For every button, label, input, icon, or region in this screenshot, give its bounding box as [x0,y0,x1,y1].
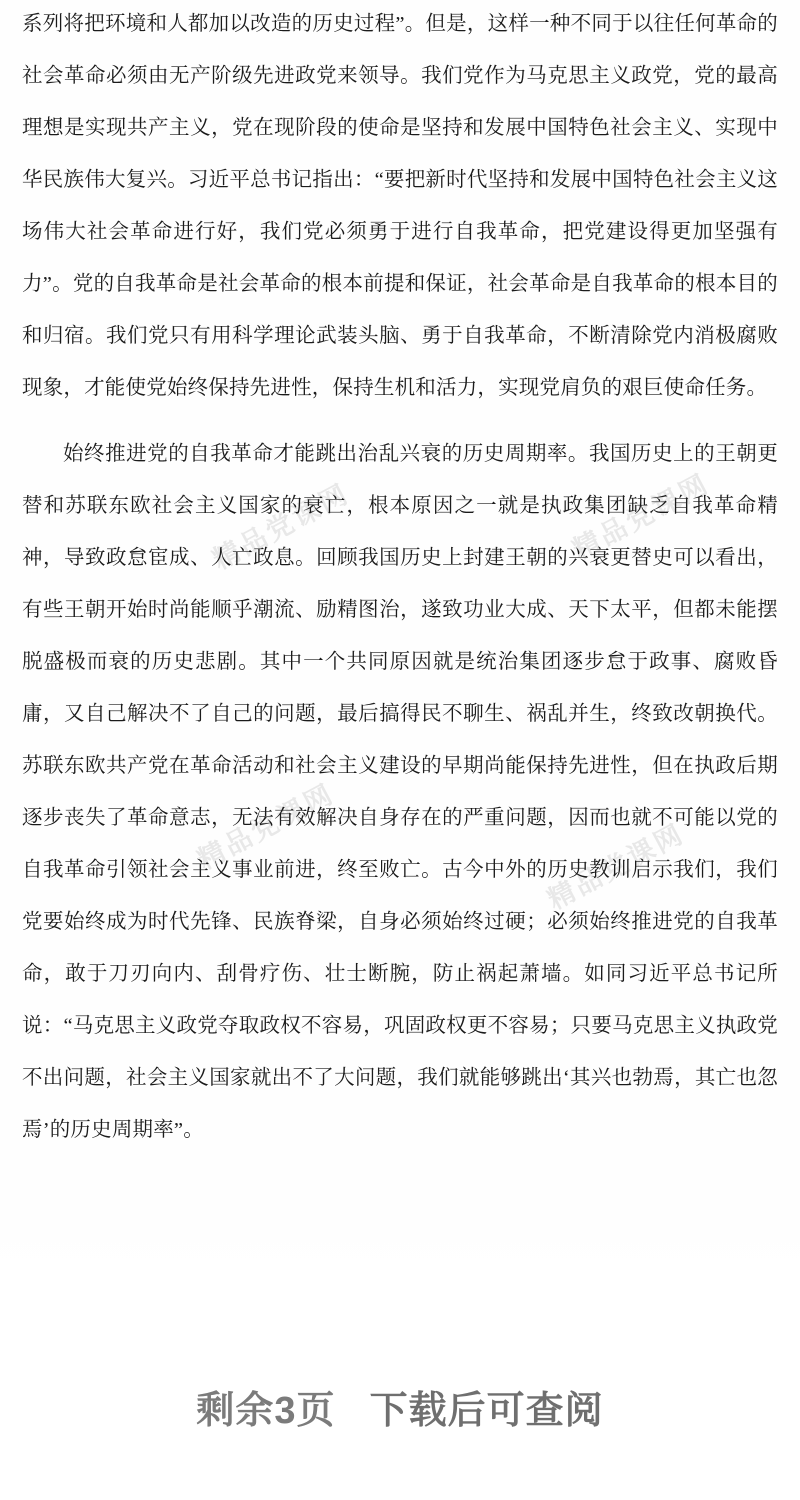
paragraph: 系列将把环境和人都加以改造的历史过程”。但是，这样一种不同于以往任何革命的社会革命必须由无产阶级先进政党来领导。我们党作为马克思主义政党，党的最高理想是实现共产主义，党在现阶段的使命是坚持和发展中国特色社会主义、实现中华民族伟大复兴。习近平总书记指出：“要把新时代坚持和发展中国特色社会主义这场伟大社会革命进行好，我们党必须勇于进行自我革命，把党建设得更加坚强有力”。党的自我革命是社会革命的根本前提和保证，社会革命是自我革命的根本目的和归宿。我们党只有用科学理论武装头脑、勇于自我革命，不断清除党内消极腐败现象，才能使党始终保持先进性，保持生机和活力，实现党肩负的艰巨使命任务。 [22,13,778,399]
download-to-view-button[interactable]: 下载后可查阅 [369,1390,604,1432]
content-fade-overlay [0,1205,800,1285]
watermark-text: 精品党课网 [567,468,715,566]
watermark-text: 精品党课网 [207,478,355,576]
paragraph: 始终推进党的自我革命才能跳出治乱兴衰的历史周期率。我国历史上的王朝更替和苏联东欧社会主义国家的衰亡，根本原因之一就是执政集团缺乏自我革命精神，导致政怠宦成、人亡政息。回顾我国历史上封建王朝的兴衰更替史可以看出，有些王朝开始时尚能顺乎潮流、励精图治，遂致功业大成、天下太平，但都未能摆脱盛极而衰的历史悲剧。其中一个共同原因就是统治集团逐步怠于政事、腐败昏庸，又自己解决不了自己的问题，最后搞得民不聊生、祸乱并生，终致改朝换代。苏联东欧共产党在革命活动和社会主义建设的早期尚能保持先进性，但在执政后期逐步丧失了革命意志，无法有效解决自身存在的严重问题，因而也就不可能以党的自我革命引领社会主义事业前进，终至败亡。古今中外的历史教训启示我们，我们党要始终成为时代先锋、民族脊梁，自身必须始终过硬；必须始终推进党的自我革命，敢于刀刃向内、刮骨疗伤、壮士断腕，防止祸起萧墙。如同习近平总书记所说：“马克思主义政党夺取政权不容易，巩固政权更不容易；只要马克思主义执政党不出问题，社会主义国家就出不了大问题，我们就能够跳出‘其兴也勃焉，其亡也忽焉’的历史周期率”。 [22,443,778,1141]
watermark-text: 精品党课网 [542,818,690,916]
remaining-pages-label: 剩余3页 [196,1390,336,1432]
document-text-body [22,0,778,1156]
download-notice-content [196,1379,603,1434]
download-notice-bar[interactable] [0,1285,800,1500]
watermark-text: 精品党课网 [192,778,340,876]
